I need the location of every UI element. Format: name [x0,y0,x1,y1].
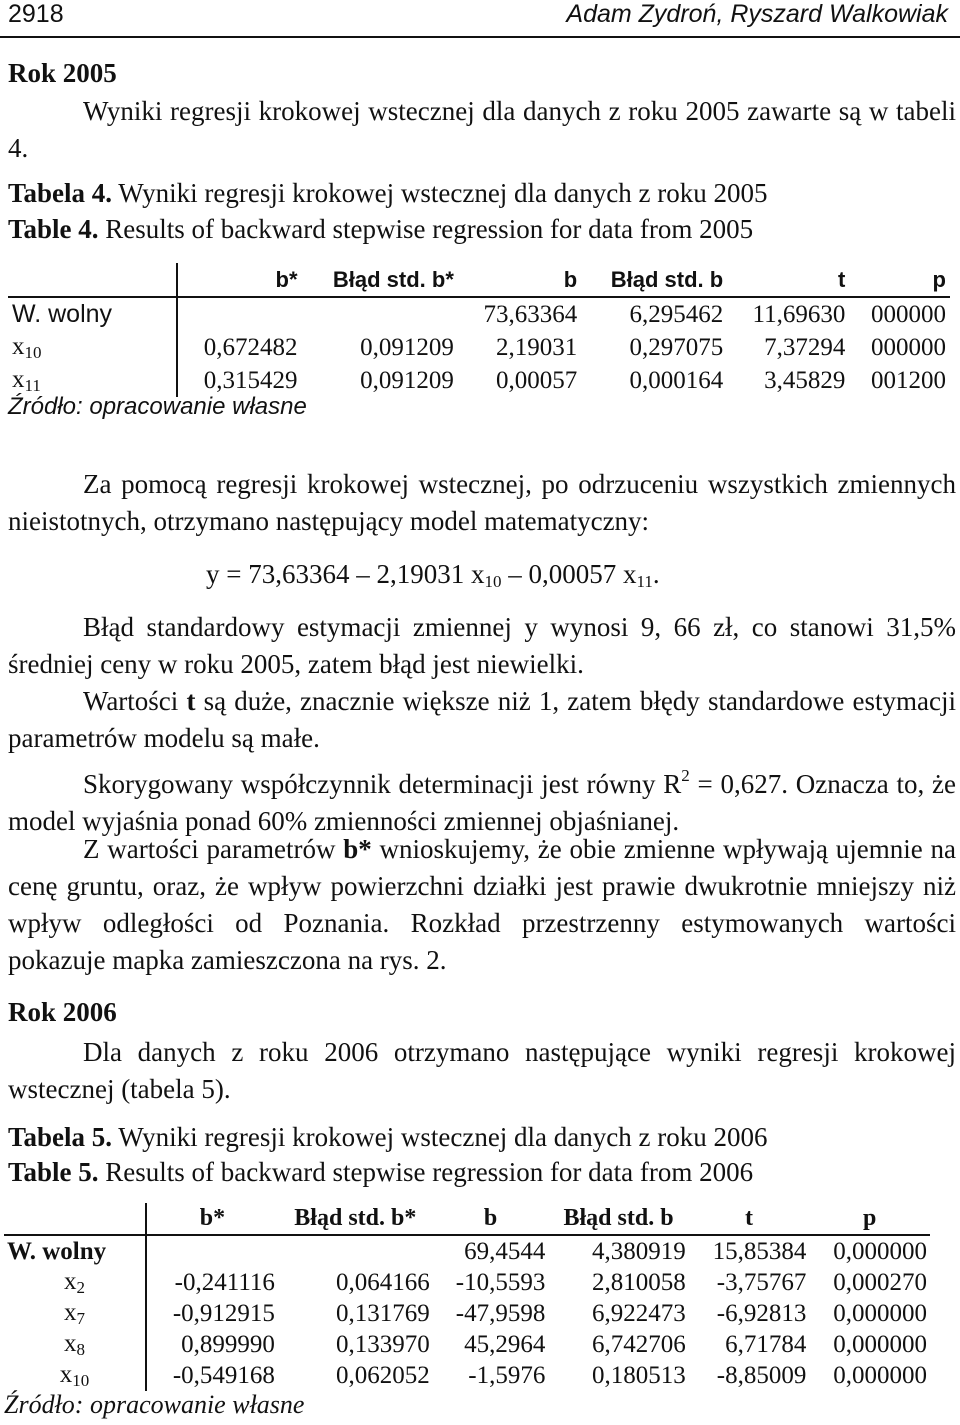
table-cell: -3,75767 [716,1268,807,1296]
row-label-subscript: 7 [76,1308,85,1328]
table4-caption-en-label: Table 4. [8,214,99,244]
table-cell: 0,000000 [833,1361,927,1389]
table-cell: 45,2964 [464,1330,546,1358]
table-row [8,331,950,364]
text-run: są duże, znacznie większe niż 1, zatem błędy standardowe estymacji parametrów modelu są małe. [8,686,956,753]
table-cell: 000000 [871,333,946,361]
text-superscript: 2 [681,766,690,785]
row-label-subscript: 10 [72,1370,90,1390]
table-5 [4,1203,930,1391]
table5-header-t: t [689,1203,810,1235]
table5-header-p: p [809,1203,930,1235]
page-number: 2918 [8,0,64,28]
table-cell: 0,133970 [336,1330,430,1358]
table-cell: 0,062052 [336,1361,430,1389]
table-row [4,1267,930,1298]
table-cell: 0,315429 [203,366,298,394]
text-run: = 0,627. Oznacza to, że model wyjaśnia ponad 60% zmienności zmiennej objaśnianej. [8,769,956,836]
formula-part: y = 73,63364 – 2,19031 x [206,559,485,589]
text-run: wnioskujemy, że obie zmienne wpływają ujemnie na cenę gruntu, oraz, że wpływ powierzchni działki jest prawie dwukrotnie mniejszy niż wpływ odległości od Poznania. Rozkład przestrzenny estymowanych wartości pokazuje mapka zamieszczona na rys. 2. [8,834,956,975]
row-label-base: x [12,332,25,360]
table-cell: 0,091209 [360,366,454,394]
table-cell: 0,00057 [495,366,578,394]
table4-source: Źródło: opracowanie własne [8,393,307,420]
table-cell: 6,295462 [629,300,724,328]
row-label [4,1360,146,1391]
table-cell: 0,672482 [203,333,298,361]
table-row [4,1235,930,1267]
row-label-subscript: 2 [76,1277,85,1297]
table5-header-bstar: b* [146,1203,278,1235]
paragraph-model: Za pomocą regresji krokowej wstecznej, po odrzuceniu wszystkich zmiennych nieistotnych, otrzymano następujący model matematyczny: [8,469,956,536]
table-cell [146,1235,278,1267]
table-cell: 0,180513 [591,1361,686,1389]
table-cell: 0,000000 [833,1299,927,1327]
row-label-base: x [12,365,25,393]
table4-caption-pl-label: Tabela 4. [8,178,113,208]
table4-caption-pl-text: Wyniki regresji krokowej wstecznej dla danych z roku 2005 [112,178,768,208]
text-run: Skorygowany współczynnik determinacji jest równy R [83,769,682,799]
paragraph-r-squared [8,757,956,840]
running-authors: Adam Zydroń, Ryszard Walkowiak [566,0,948,28]
table-cell: -0,549168 [172,1361,275,1389]
intro-2006: Dla danych z roku 2006 otrzymano następujące wyniki regresji krokowej wstecznej (tabela 5). [8,1037,956,1104]
formula-part: . [652,559,660,589]
table-cell: 0,000000 [833,1330,927,1358]
table4-header-blank [8,263,177,297]
table5-caption-en-text: Results of backward stepwise regression for data from 2006 [98,1157,754,1187]
table4-header-row [8,263,950,297]
row-label-subscript: 10 [24,342,42,362]
table-cell: 69,4544 [464,1237,546,1265]
table4-header-t: t [727,263,849,297]
table5-header-se-b: Błąd std. b [548,1203,688,1235]
table5-header-b: b [433,1203,549,1235]
table5-caption-pl-text: Wyniki regresji krokowej wstecznej dla danych z roku 2006 [112,1122,768,1152]
table-cell: -0,241116 [174,1268,275,1296]
regression-formula [206,559,660,592]
table-cell: 7,37294 [764,333,846,361]
row-label: W. wolny [8,297,177,331]
table-row [4,1360,930,1391]
row-label-base: x [59,1360,73,1388]
text-bold: b* [343,834,372,864]
table5-header-row [4,1203,930,1235]
table5-caption-en [8,1157,753,1188]
intro-2005: Wyniki regresji krokowej wstecznej dla danych z roku 2005 zawarte są w tabeli 4. [8,96,956,163]
row-label-subscript: 11 [24,375,41,395]
paragraph-t-values [8,683,956,757]
table-cell: -8,85009 [716,1361,807,1389]
table5-caption-en-label: Table 5. [8,1157,99,1187]
table4-header-se-b: Błąd std. b [581,263,727,297]
table-cell: 2,810058 [591,1268,686,1296]
table5-header-se-bstar: Błąd std. b* [278,1203,433,1235]
table-cell: 0,091209 [360,333,454,361]
table-cell: 6,922473 [591,1299,686,1327]
table-cell: 3,45829 [764,366,846,394]
header-rule [0,36,960,38]
table-cell: -47,9598 [455,1299,546,1327]
table-row [4,1298,930,1329]
table-cell: -10,5593 [455,1268,546,1296]
row-label: W. wolny [4,1235,146,1267]
table4-caption-pl [8,178,767,209]
table-cell: 0,000000 [833,1237,927,1265]
table4-header-bstar: b* [177,263,302,297]
table-cell: 0,131769 [336,1299,430,1327]
table-cell: 2,19031 [495,333,578,361]
row-label [8,331,177,364]
table-cell: 0,297075 [629,333,724,361]
table5-source: Źródło: opracowanie własne [4,1390,305,1419]
table-cell: 73,63364 [483,300,578,328]
table-row [8,297,950,331]
formula-subscript: 11 [636,572,653,591]
formula-subscript: 10 [484,572,502,591]
table-cell: -1,5976 [468,1361,546,1389]
table-cell [177,297,302,331]
section-heading-2006: Rok 2006 [8,997,117,1027]
table-cell: -0,912915 [172,1299,275,1327]
table4-header-p: p [849,263,950,297]
paragraph-std-error: Błąd standardowy estymacji zmiennej y wynosi 9, 66 zł, co stanowi 31,5% średniej ceny w roku 2005, zatem błąd jest niewielki. [8,612,956,679]
text-bold: t [186,686,196,716]
table5-caption-pl-label: Tabela 5. [8,1122,113,1152]
table4-caption-en-text: Results of backward stepwise regression for data from 2005 [98,214,754,244]
table-cell: 6,742706 [591,1330,686,1358]
row-label [4,1298,146,1329]
table-cell [278,1235,433,1267]
table5-caption-pl [8,1122,767,1153]
section-heading-2005: Rok 2005 [8,58,117,88]
row-label [4,1329,146,1360]
table-cell: 4,380919 [591,1237,686,1265]
table-cell: -6,92813 [716,1299,807,1327]
row-label-base: x [64,1329,77,1357]
row-label-base: x [64,1298,77,1326]
table5-header-blank [4,1203,146,1235]
table4-header-b: b [458,263,581,297]
table-row [4,1329,930,1360]
table4-caption-en [8,214,753,245]
table-cell: 15,85384 [712,1237,807,1265]
table-cell: 0,064166 [336,1268,430,1296]
paragraph-bstar [8,831,956,979]
table-cell: 000000 [871,300,946,328]
table-cell: 0,000270 [833,1268,927,1296]
table-cell: 001200 [871,366,946,394]
text-run: Wartości [83,686,187,716]
table4-header-se-bstar: Błąd std. b* [302,263,458,297]
table-cell [302,297,458,331]
formula-part: – 0,00057 x [501,559,637,589]
table-4 [8,263,950,397]
row-label-subscript: 8 [76,1339,85,1359]
table-cell: 11,69630 [752,300,846,328]
table-cell: 6,71784 [725,1330,807,1358]
table-cell: 0,000164 [629,366,724,394]
text-run: Z wartości parametrów [83,834,344,864]
page-header [0,0,960,38]
row-label [4,1267,146,1298]
row-label-base: x [64,1267,77,1295]
table-cell: 0,899990 [181,1330,275,1358]
